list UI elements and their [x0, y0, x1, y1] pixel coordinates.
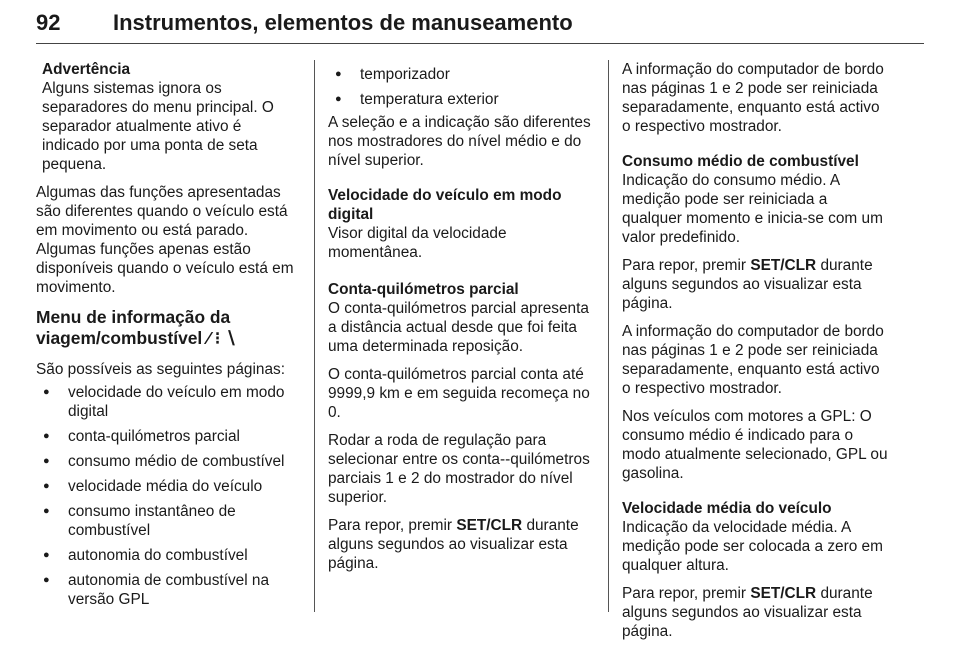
subsection-title: Consumo médio de combustível	[622, 153, 859, 170]
paragraph: O conta-quilómetros parcial apresenta a distância actual desde que foi feita uma determinada reposição.	[328, 300, 589, 355]
paragraph: Nos veículos com motores a GPL: O consumo médio é indicado para o modo atualmente selecionado, GPL ou gasolina.	[622, 408, 888, 482]
paragraph: A informação do computador de bordo nas páginas 1 e 2 pode ser reiniciada separadamente, enquanto está activo o respectivo mostrador.	[622, 61, 884, 135]
paragraph: O conta-quilómetros parcial conta até 9999,9 km e em seguida recomeça no 0.	[328, 366, 590, 421]
text: durante alguns segundos ao visualizar esta página.	[622, 585, 873, 640]
text: durante alguns segundos ao visualizar esta página.	[328, 517, 579, 572]
text: Para repor, premir	[622, 585, 747, 602]
text: durante alguns segundos ao visualizar esta página.	[622, 257, 873, 312]
list-item: ● autonomia do combustível	[36, 546, 302, 565]
list-item: ● conta-quilómetros parcial	[36, 427, 302, 446]
paragraph: A seleção e a indicação são diferentes nos mostradores do nível médio e do nível superior.	[328, 114, 591, 169]
paragraph: A informação do computador de bordo nas páginas 1 e 2 pode ser reiniciada separadamente, enquanto está activo o respectivo mostrador.	[622, 323, 884, 397]
list-item: ● temperatura exterior	[328, 90, 596, 109]
paragraph	[622, 256, 888, 313]
column-3	[622, 60, 888, 650]
column-2	[328, 60, 596, 582]
page-number: 92	[36, 10, 61, 35]
paragraph: Rodar a roda de regulação para selecionar entre os conta--quilómetros parciais 1 e 2 do mostrador do nível superior.	[328, 432, 590, 506]
column-1	[36, 60, 302, 615]
column-divider	[314, 60, 315, 612]
paragraph: Visor digital da velocidade momentânea.	[328, 225, 507, 261]
note-title: Advertência	[42, 61, 131, 78]
column-divider	[608, 60, 609, 612]
page-title: Instrumentos, elementos de manuseamento	[113, 10, 573, 35]
paragraph: Indicação do consumo médio. A medição pode ser reiniciada a qualquer momento e inicia-se com um valor predefinido.	[622, 172, 883, 246]
list-item: ● consumo instantâneo de combustível	[36, 502, 302, 540]
paragraph: Indicação da velocidade média. A medição pode ser colocada a zero em qualquer altura.	[622, 519, 883, 574]
paragraph	[328, 516, 596, 573]
subsection-title: Conta-quilómetros parcial	[328, 281, 519, 298]
paragraph: Algumas das funções apresentadas são diferentes quando o veículo está em movimento ou está parado. Algumas funções apenas estão disponíveis quando o veículo está em movimento.	[36, 184, 294, 296]
paragraph	[622, 584, 888, 641]
list-item: ● velocidade média do veículo	[36, 477, 302, 496]
subsection-title: Velocidade do veículo em modo digital	[328, 187, 562, 223]
list-item: ● consumo médio de combustível	[36, 452, 302, 471]
intro-text: São possíveis as seguintes páginas:	[36, 361, 285, 378]
subsection-title: Velocidade média do veículo	[622, 500, 832, 517]
pages-list-continued	[328, 65, 596, 109]
text: Para repor, premir	[328, 517, 453, 534]
key-label: SET/CLR	[750, 257, 817, 274]
pages-list	[36, 383, 302, 609]
key-label: SET/CLR	[750, 585, 817, 602]
list-item: ● autonomia de combustível na versão GPL	[36, 571, 302, 609]
list-item: ● temporizador	[328, 65, 596, 84]
text: Para repor, premir	[622, 257, 747, 274]
note-box	[42, 60, 302, 174]
key-label: SET/CLR	[456, 517, 523, 534]
section-title: Menu de informação da viagem/combustível ⁄ ⁝ ∖	[36, 307, 237, 348]
page-header	[36, 6, 924, 44]
note-text: Alguns sistemas ignora os separadores do menu principal. O separador atualmente ativo é indicado por uma ponta de seta pequena.	[42, 80, 274, 173]
list-item: ● velocidade do veículo em modo digital	[36, 383, 302, 421]
